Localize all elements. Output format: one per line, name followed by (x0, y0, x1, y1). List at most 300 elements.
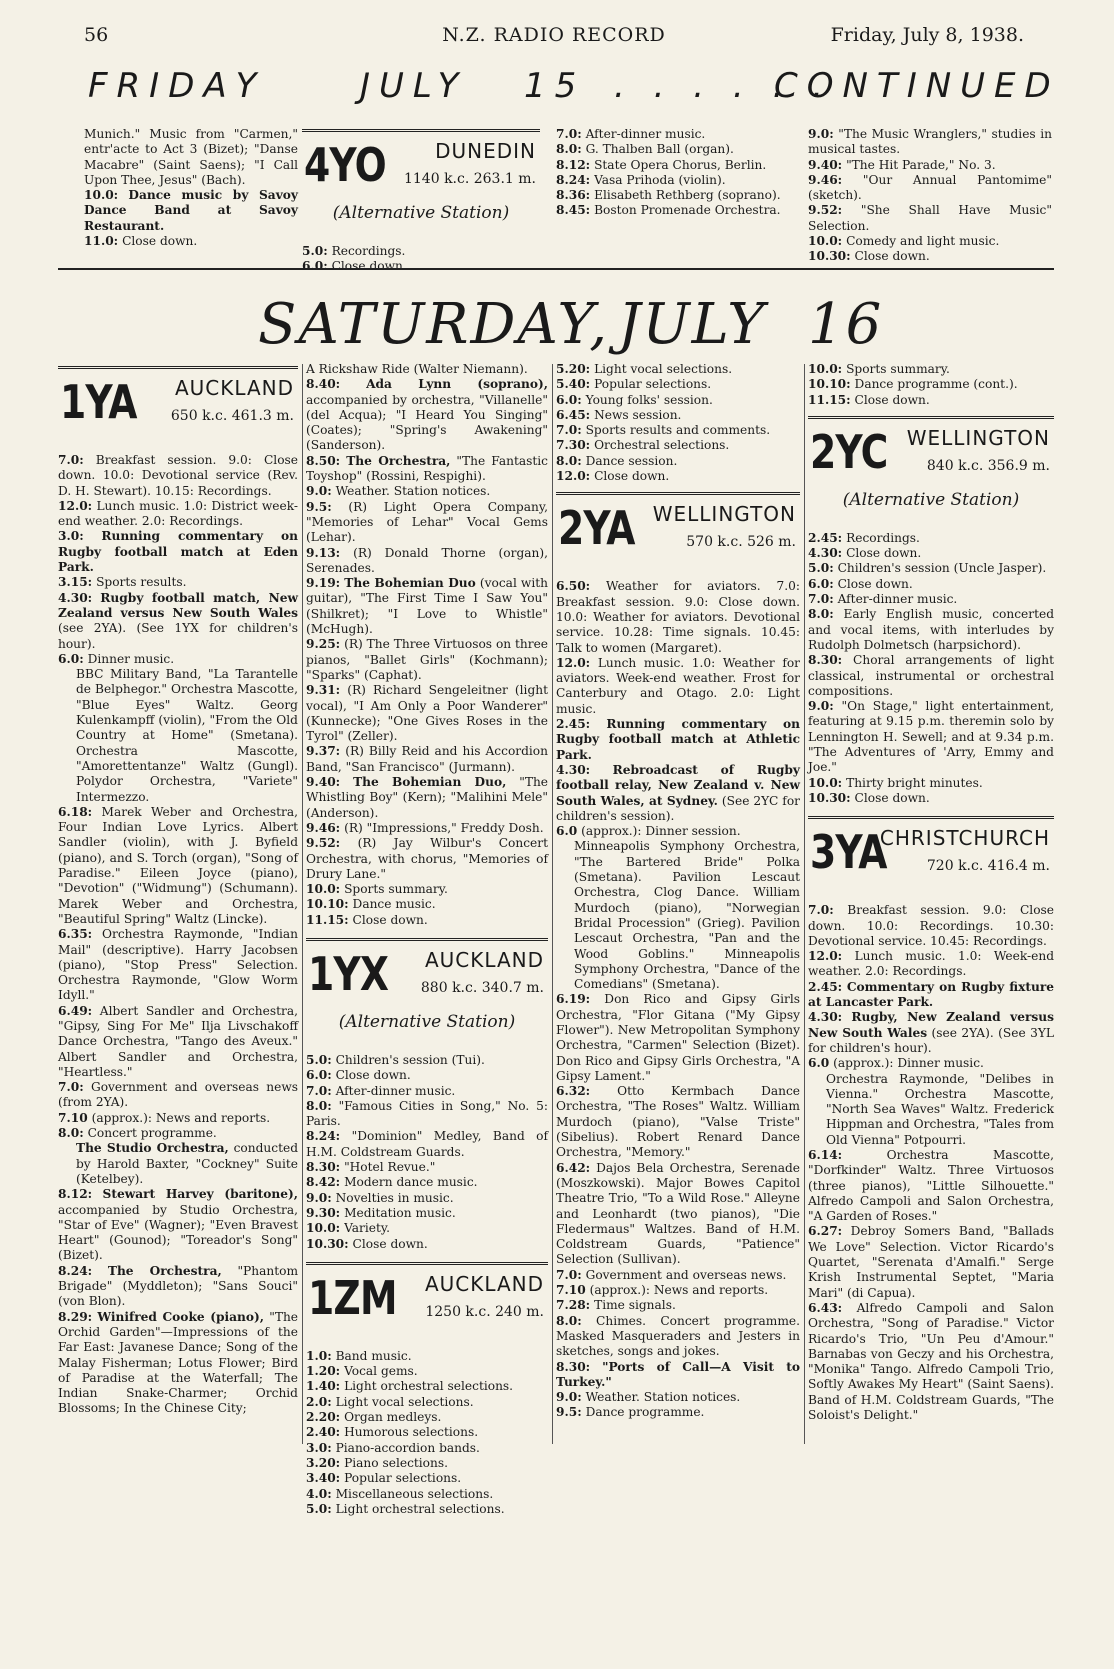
publication-title: N.Z. RADIO RECORD (442, 24, 666, 46)
programme-item (306, 1129, 548, 1160)
programme-text: "The Music Wranglers," studies in musical tastes. (808, 127, 1052, 157)
banner-word: JULY (360, 66, 468, 106)
programme-item (306, 500, 548, 546)
programme-item (808, 362, 1054, 377)
programme-time: 6.42: (556, 1160, 591, 1175)
programme-item (306, 775, 548, 821)
programme-item (306, 1053, 548, 1068)
programme-time: 5.0: (306, 1052, 332, 1067)
programme-text: Vasa Prihoda (violin). (594, 172, 726, 187)
programme-item (58, 667, 298, 805)
programme-time: 2.0: (306, 1394, 332, 1409)
programme-highlight: The Orchestra, (107, 1263, 222, 1278)
programme-highlight: Running commentary on Rugby football match at Athletic Park. (556, 717, 800, 762)
programme-item (306, 484, 548, 499)
programme-item (556, 173, 796, 188)
programme-time: 9.52: (306, 836, 341, 851)
programme-time: 8.40: (306, 377, 341, 392)
programme-item (84, 127, 298, 188)
station-callsign: 1YX (308, 946, 389, 1001)
programme-text: Sports results and comments. (585, 423, 771, 438)
programme-item (556, 142, 796, 157)
programme-text: Elisabeth Rethberg (soprano). (594, 188, 781, 203)
programme-item (808, 699, 1054, 775)
programme-time: 9.19: (306, 576, 341, 591)
programme-text: BBC Military Band, "La Tarantelle de Belphegor." Orchestra Mascotte, "Blue Eyes" Waltz. Georg Kulenkampff (violin), "From the Old Country at Home" (Smetana). Orchestra Mascotte, "Amorettentanze" Waltz (Gungl). Polydor Orchestra, "Variete" Intermezzo. (76, 667, 298, 804)
programme-time: 8.30: (556, 1359, 591, 1374)
programme-item (306, 836, 548, 882)
programme-item (306, 1425, 548, 1440)
programme-time: 7.0: (808, 592, 834, 607)
programme-time: 10.30: (808, 790, 851, 805)
programme-time: 7.0: (58, 453, 84, 467)
programme-text: Dajos Bela Orchestra, Serenade (Moszkowski). Major Bowes Capitol Theatre Trio, "To a Wild Rose." Alleyne and Leonhardt (two pianos), "Die Fledermaus" Waltzes. Band of H.M. Coldstream Guards, "Patience" Selection (Sullivan). (556, 1160, 801, 1267)
station-callsign: 1ZM (308, 1270, 397, 1325)
programme-time: 10.0: (808, 234, 843, 249)
programme-time: 6.45: (556, 407, 591, 422)
programme-text: Organ medleys. (344, 1410, 442, 1425)
programme-text: Choral arrangements of light classical, instrumental or orchestral compositions. (808, 653, 1054, 698)
programme-highlight: Running commentary on Rugby football match at Eden Park. (58, 529, 299, 575)
programme-item (58, 1126, 298, 1141)
programme-time: 2.45: (808, 530, 843, 545)
programme-item (808, 377, 1054, 392)
programme-highlight: The Bohemian Duo (344, 576, 476, 591)
programme-time: 9.37: (306, 744, 341, 759)
programme-text: accompanied by orchestra, "Villanelle" (del Acqua); "I Heard You Singing" (Coates); "Spring's Awakening" (Sanderson). (306, 392, 548, 453)
programme-text: "Phantom Brigade" (Myddleton); "Sans Souci" (von Blon). (58, 1263, 299, 1309)
programme-text: Popular selections. (594, 377, 712, 392)
programme-item (58, 652, 298, 667)
station-city: WELLINGTON (906, 425, 1050, 450)
programme-time: 7.0: (556, 423, 582, 438)
programme-item (58, 1141, 298, 1187)
programme-item (556, 1161, 800, 1268)
banner-word: JULY (618, 292, 767, 357)
programme-item (556, 127, 796, 142)
banner-word: SATURDAY, (258, 292, 610, 357)
programme-item (556, 1268, 800, 1283)
programme-text: Government and overseas news (from 2YA). (58, 1080, 299, 1110)
programme-time: 2.20: (306, 1410, 341, 1425)
programme-time: 6.0 (556, 824, 578, 839)
programme-text: Close down. (335, 1068, 411, 1083)
programme-time: 10.10: (306, 897, 349, 912)
station-box-2ya (556, 492, 800, 573)
programme-text: Munich." Music from "Carmen," entr'acte to Act 3 (Bizet); "Danse Macabre" (Saint Saens); "I Call Upon Thee, Jesus" (Bach). (84, 127, 298, 187)
programme-text: Children's session (Uncle Jasper). (837, 561, 1047, 576)
programme-text: Close down. (122, 234, 198, 249)
programme-time: 9.52: (808, 203, 843, 218)
programme-text: Early English music, concerted and vocal items, with interludes by Rudolph Dolmetsch (harpsichord). (808, 607, 1055, 652)
programme-text: Lunch music. 1.0: District week-end weather. 2.0: Recordings. (58, 498, 299, 529)
programme-item (556, 656, 800, 717)
programme-item (306, 546, 548, 577)
programme-item (808, 393, 1054, 408)
station-callsign: 2YA (558, 501, 635, 556)
programme-time: 8.12: (556, 157, 591, 172)
programme-item (808, 577, 1054, 592)
programme-text: accompanied by Studio Orchestra, "Star of Eve" (Wagner); "Even Bravest Heart" (Gounod); "Toreador's Song" (Bizet). (58, 1202, 298, 1263)
banner-word: 16 (808, 292, 884, 357)
programme-text: (approx.): Dinner session. (581, 824, 741, 839)
programme-text: G. Thalben Ball (organ). (585, 142, 734, 157)
station-box-3ya (808, 816, 1054, 897)
programme-item (808, 607, 1054, 653)
programme-time: 4.30: (808, 546, 843, 561)
programme-item (808, 158, 1052, 173)
programme-item (302, 259, 540, 274)
programme-time: 6.50: (556, 579, 591, 594)
programme-text: After-dinner music. (837, 592, 958, 607)
programme-item (808, 1148, 1054, 1224)
programme-text: (R) Jay Wilbur's Concert Orchestra, with chorus, "Memories of Drury Lane." (306, 836, 548, 881)
alternative-station-label: (Alternative Station) (332, 203, 510, 223)
programme-time: 8.0: (58, 1126, 84, 1141)
programme-item (84, 234, 298, 249)
banner-word: 15 (524, 66, 586, 106)
alternative-station-label: (Alternative Station) (338, 1011, 516, 1032)
programme-item (84, 188, 298, 234)
programme-item (306, 1487, 548, 1502)
programme-time: 8.30: (808, 653, 843, 668)
programme-item (306, 362, 548, 377)
programme-item (808, 234, 1052, 249)
station-box-2yc (808, 416, 1054, 525)
programme-item (306, 1502, 548, 1517)
programme-item (306, 1206, 548, 1221)
programme-text: Novelties in music. (335, 1190, 454, 1205)
programme-item (306, 637, 548, 683)
station-city: DUNEDIN (435, 139, 536, 163)
programme-time: 3.15: (58, 575, 93, 590)
programme-time: 6.0: (306, 1068, 332, 1083)
programme-text: "The Whistling Boy" (Kern); "Malihini Mele" (Anderson). (306, 775, 549, 820)
issue-date: Friday, July 8, 1938. (830, 24, 1024, 46)
programme-text: Humorous selections. (344, 1425, 479, 1440)
programme-time: 5.20: (556, 362, 591, 376)
station-callsign: 4YO (304, 138, 386, 192)
programme-text: Close down. (854, 249, 930, 264)
station-box-1ya (58, 366, 298, 447)
programme-item (306, 1191, 548, 1206)
programme-item (556, 393, 800, 408)
programme-item (306, 1456, 548, 1471)
programme-text: Orchestra Raymonde, "Indian Mail" (descriptive). Harry Jacobsen (piano), "Stop Press" Selection. Orchestra Raymonde, "Glow Worm Idyll." (58, 927, 298, 1003)
programme-time: 1.40: (306, 1379, 341, 1394)
column-rule (302, 364, 303, 1444)
programme-text: Marek Weber and Orchestra, Four Indian Love Lyrics. Albert Sandler (violin), with J. Byfield (piano), and S. Torch (organ), "Song of Paradise." Eileen Joyce (piano), "Devotion" ("Widmung") (Schumann). Marek Weber and Orchestra, "Beautiful Spring" Waltz (Lincke). (58, 804, 298, 926)
programme-item (306, 1160, 548, 1175)
programme-text: Weather. Station notices. (335, 484, 491, 499)
programme-text: "The Fantastic Toyshop" (Rossini, Respighi). (306, 453, 548, 484)
programme-item (556, 1390, 800, 1405)
programme-text: Chimes. Concert programme. Masked Masqueraders and Jesters in sketches, songs and jokes. (556, 1313, 800, 1359)
friday-column-4 (808, 127, 1052, 265)
programme-item (556, 579, 800, 655)
programme-text: Miscellaneous selections. (335, 1486, 494, 1501)
friday-continued-banner (84, 66, 1060, 110)
programme-item (306, 1395, 548, 1410)
programme-text: After-dinner music. (335, 1083, 456, 1098)
programme-time: 8.29: (58, 1309, 93, 1324)
programme-time: 9.31: (306, 683, 341, 698)
programme-item (556, 362, 800, 377)
programme-item (808, 546, 1054, 561)
programme-text: Close down. (352, 1236, 428, 1251)
programme-text: (R) "Impressions," Freddy Dosh. (344, 820, 544, 835)
programme-time: 10.10: (808, 377, 851, 392)
programme-time: 9.0: (306, 484, 332, 499)
programme-time: 8.30: (306, 1160, 341, 1175)
programme-highlight: Commentary on Rugby fixture at Lancaster Park. (808, 979, 1055, 1010)
programme-time: 7.0: (808, 903, 834, 918)
programme-text: Minneapolis Symphony Orchestra, "The Bartered Bride" Polka (Smetana). Pavilion Lescaut Orchestra, Clog Dance. William Murdoch (piano), "Norwegian Bridal Procession" (Grieg). Pavilion Lescaut Orchestra, "Pan and the Wood Goblins." Minneapolis Symphony Orchestra, "Dance of the Comedians" (Smetana). (574, 839, 800, 992)
programme-time: 10.30: (306, 1236, 349, 1251)
programme-text: Children's session (Tui). (335, 1052, 485, 1067)
programme-text: "On Stage," light entertainment, featuring at 9.15 p.m. theremin solo by Lennington H. Sewell; and at 9.34 p.m. "The Adventures of 'Arry, Emmy and Joe." (808, 699, 1054, 775)
programme-item (556, 377, 800, 392)
friday-column-1 (84, 127, 298, 249)
programme-highlight: Stewart Harvey (baritone), (102, 1187, 298, 1202)
programme-text: (See 2YC for children's session). (556, 793, 800, 823)
programme-item (306, 744, 548, 775)
programme-time: 2.40: (306, 1425, 341, 1440)
programme-time: 10.30: (808, 249, 851, 264)
programme-highlight: Winifred Cooke (piano), (97, 1309, 265, 1324)
programme-time: 7.0: (556, 127, 582, 141)
programme-time: 9.46: (306, 820, 341, 835)
programme-item (808, 203, 1052, 234)
programme-text: Meditation music. (344, 1205, 456, 1220)
programme-time: 9.0: (306, 1190, 332, 1205)
saturday-column-1 (58, 364, 298, 1417)
programme-time: 8.0: (306, 1098, 332, 1113)
programme-time: 8.0: (556, 142, 582, 157)
column-rule (804, 364, 805, 1444)
programme-time: 7.0: (58, 1080, 84, 1095)
programme-time: 8.24: (306, 1129, 341, 1144)
station-frequency: 570 k.c. 526 m. (686, 534, 796, 551)
programme-item (808, 949, 1054, 980)
programme-time: 9.0: (808, 127, 834, 141)
programme-text: Close down. (352, 912, 428, 927)
programme-highlight: "Ports of Call—A Visit to Turkey." (556, 1359, 801, 1389)
programme-item (808, 1010, 1054, 1056)
programme-time: 5.0: (302, 244, 328, 258)
programme-item (306, 1084, 548, 1099)
programme-item (306, 913, 548, 928)
programme-text: Government and overseas news. (585, 1267, 787, 1282)
column-rule (552, 364, 553, 1444)
programme-item (808, 1056, 1054, 1071)
programme-text: Concert programme. (87, 1126, 217, 1141)
programme-time: 6.27: (808, 1224, 843, 1239)
programme-time: 7.30: (556, 438, 591, 453)
programme-text: Variety. (344, 1221, 390, 1236)
programme-text: "Hotel Revue." (344, 1160, 436, 1175)
programme-time: 6.43: (808, 1300, 843, 1315)
programme-item (556, 824, 800, 839)
programme-time: 8.24: (58, 1263, 93, 1278)
programme-time: 3.0: (58, 529, 84, 544)
programme-item (808, 653, 1054, 699)
programme-time: 9.0: (808, 699, 834, 714)
programme-time: 6.14: (808, 1147, 843, 1162)
station-frequency: 650 k.c. 461.3 m. (170, 408, 294, 424)
programme-text: Thirty bright minutes. (846, 775, 983, 790)
programme-text: "Dominion" Medley, Band of H.M. Coldstream Guards. (306, 1129, 549, 1159)
programme-item (808, 173, 1052, 204)
programme-text: A Rickshaw Ride (Walter Niemann). (306, 362, 528, 376)
banner-word: . . . . . . (614, 66, 832, 106)
programme-text: Comedy and light music. (846, 234, 1000, 249)
station-box-1zm (306, 1262, 548, 1343)
programme-text: "Famous Cities in Song," No. 5: Paris. (306, 1098, 548, 1129)
programme-text: (see 2YA). (See 3YL for children's hour). (808, 1025, 1055, 1055)
programme-time: 6.32: (556, 1084, 591, 1099)
programme-time: 3.40: (306, 1471, 341, 1486)
programme-time: 9.30: (306, 1205, 341, 1220)
programme-item (306, 1099, 548, 1130)
programme-time: 8.24: (556, 172, 591, 187)
programme-item (306, 1221, 548, 1236)
programme-text: Weather for aviators. 7.0: Breakfast session. 9.0: Close down. 10.0: Weather for aviators. Devotional service. 10.28: Time signals. 10.45: Talk to women (Margaret). (556, 579, 800, 655)
page-number: 56 (84, 24, 109, 46)
programme-item (58, 1187, 298, 1263)
station-city: AUCKLAND (174, 376, 294, 400)
programme-item (808, 561, 1054, 576)
programme-time: 10.0: (84, 188, 119, 203)
programme-highlight: The Orchestra, (346, 453, 451, 468)
station-frequency: 840 k.c. 356.9 m. (926, 457, 1050, 474)
programme-text: Sports summary. (846, 362, 950, 376)
programme-text: Weather. Station notices. (585, 1390, 741, 1405)
programme-time: 6.19: (556, 992, 591, 1007)
station-frequency: 720 k.c. 416.4 m. (926, 858, 1050, 875)
programme-time: 3.20: (306, 1455, 341, 1470)
programme-item (556, 1283, 800, 1298)
programme-time: 6.18: (58, 804, 93, 819)
programme-item (306, 1471, 548, 1486)
programme-item (58, 927, 298, 1003)
programme-time: 11.0: (84, 234, 119, 249)
programme-item (58, 453, 298, 499)
programme-item (808, 1072, 1054, 1148)
programme-time: 8.0: (808, 607, 834, 622)
programme-item (58, 575, 298, 590)
programme-time: 9.46: (808, 172, 843, 187)
section-divider (58, 268, 1054, 270)
programme-item (306, 1364, 548, 1379)
programme-time: 8.42: (306, 1175, 341, 1190)
programme-time: 9.13: (306, 545, 341, 560)
programme-text: Time signals. (594, 1298, 676, 1313)
programme-item (306, 1410, 548, 1425)
programme-item (306, 897, 548, 912)
programme-item (58, 1310, 298, 1417)
programme-text: (R) The Three Virtuosos on three pianos, "Ballet Girls" (Kochmann); "Sparks" (Caphat). (306, 637, 549, 682)
programme-text: Piano selections. (344, 1455, 449, 1470)
programme-item (302, 244, 540, 259)
programme-item (556, 203, 796, 218)
programme-item (58, 499, 298, 530)
programme-time: 9.40: (306, 775, 341, 790)
programme-item (58, 1004, 298, 1080)
station-callsign: 1YA (60, 375, 137, 429)
programme-text: "The Orchid Garden"—Impressions of the Far East: Javanese Dance; Song of the Malay Fisherman; Lotus Flower; Bird of Paradise at the Waterfall; The Indian Snake-Charmer; Orchid Blossoms; In the Chinese City; (58, 1309, 299, 1416)
programme-text: Close down. (594, 469, 670, 484)
programme-text: Don Rico and Gipsy Girls Orchestra, "Flor Gitana ("My Gipsy Flower"). New Metropolitan Symphony Orchestra, "Carmen" Selection (Bizet). Don Rico and Gipsy Girls Orchestra, "A Gipsy Lament." (556, 992, 801, 1083)
programme-text: Alfredo Campoli and Salon Orchestra, "Song of Paradise." Victor Ricardo's Trio, "Un Peu d'Amour." Barnabas von Geczy and his Orchestra, "Monika" Tango. Alfredo Campoli Trio, Softly Awakes My Heart" (Saint Saens). Band of H.M. Coldstream Guards, "The Soloist's Delight." (808, 1300, 1054, 1423)
programme-item (58, 1111, 298, 1126)
programme-text: (R) Billy Reid and his Accordion Band, "San Francisco" (Jurmann). (306, 744, 548, 774)
station-frequency: 1250 k.c. 240 m. (425, 1303, 544, 1320)
programme-text: Modern dance music. (344, 1175, 478, 1190)
programme-time: 4.0: (306, 1486, 332, 1501)
programme-time: 8.0: (556, 453, 582, 468)
programme-text: Recordings. (331, 244, 406, 258)
programme-text: Sports summary. (344, 882, 448, 897)
programme-item (808, 791, 1054, 806)
programme-highlight: Dance music by Savoy Dance Band at Savoy Restaurant. (84, 188, 298, 233)
programme-time: 7.28: (556, 1298, 591, 1313)
programme-text: Close down. (846, 546, 922, 561)
programme-item (808, 592, 1054, 607)
programme-time: 8.36: (556, 188, 591, 203)
friday-column-2 (302, 127, 540, 275)
programme-item (556, 438, 800, 453)
programme-item (306, 821, 548, 836)
saturday-column-2 (306, 362, 548, 1517)
programme-text: State Opera Chorus, Berlin. (594, 157, 767, 172)
programme-time: 9.25: (306, 637, 341, 652)
programme-text: Popular selections. (344, 1471, 462, 1486)
programme-text: Lunch music. 1.0: Week-end weather. 2.0: Recordings. (808, 949, 1054, 979)
programme-item (808, 980, 1054, 1011)
programme-time: 4.30: (556, 762, 591, 777)
programme-text: Close down. (837, 576, 913, 591)
programme-time: 10.0: (306, 1221, 341, 1236)
programme-item (808, 1301, 1054, 1423)
programme-text: Close down. (331, 259, 407, 274)
programme-text: (vocal with guitar), "The First Time I Saw You" (Shilkret); "I Love to Whistle" (McHugh). (306, 576, 549, 637)
banner-word: FRIDAY (88, 66, 266, 106)
programme-text: Otto Kermbach Dance Orchestra, "The Roses" Waltz. William Murdoch (piano), "Valse Triste" (Sibelius). Robert Renard Dance Orchestra, "Memory." (556, 1084, 801, 1160)
saturday-banner (0, 292, 1114, 357)
programme-time: 6.0: (556, 392, 582, 407)
programme-item (808, 531, 1054, 546)
programme-item (306, 1237, 548, 1252)
programme-item (556, 454, 800, 469)
programme-text: Dinner music. (87, 651, 175, 666)
programme-item (306, 1379, 548, 1394)
programme-item (808, 249, 1052, 264)
programme-text: Recordings. (846, 530, 920, 545)
programme-time: 6.0: (808, 576, 834, 591)
programme-text: Light orchestral selections. (335, 1501, 505, 1516)
programme-item (808, 903, 1054, 949)
programme-time: 12.0: (58, 498, 93, 513)
programme-item (306, 454, 548, 485)
programme-item (306, 683, 548, 744)
programme-text: Light vocal selections. (335, 1394, 474, 1409)
programme-item (808, 776, 1054, 791)
programme-text: (R) Richard Sengeleitner (light vocal), "I Am Only a Poor Wanderer" (Kunnecke); "One Gives Roses in the Tyrol" (Zeller). (306, 683, 548, 744)
programme-time: 12.0: (808, 949, 843, 964)
programme-text: Vocal gems. (344, 1364, 418, 1379)
programme-time: 4.30: (808, 1010, 843, 1025)
